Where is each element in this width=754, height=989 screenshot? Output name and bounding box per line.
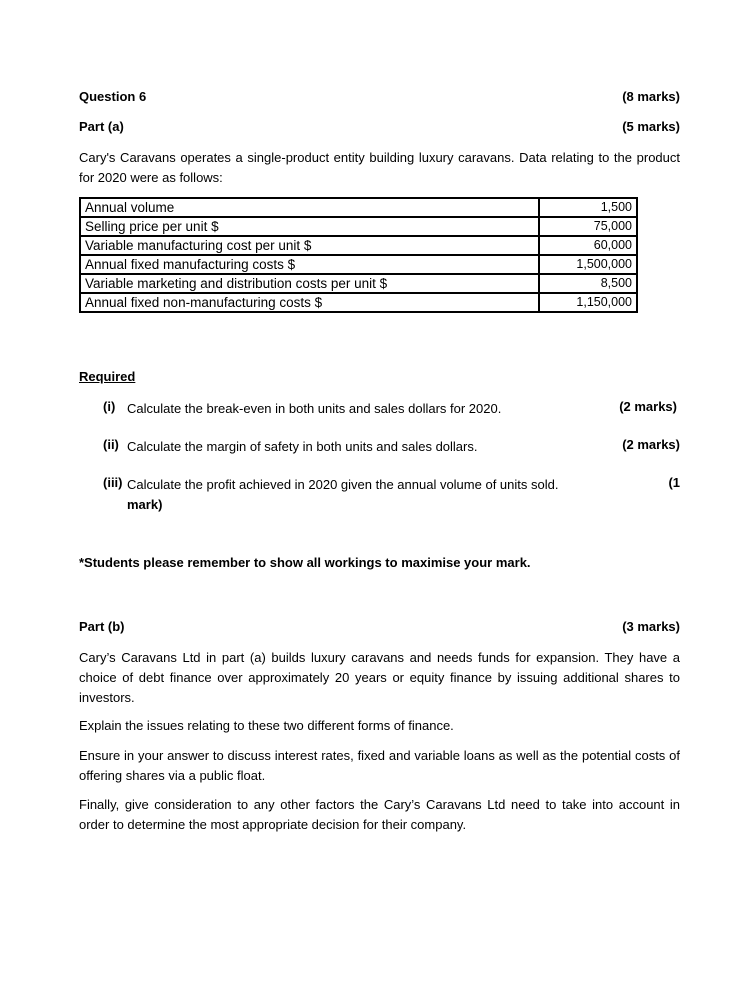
part-b-paragraph: Ensure in your answer to discuss interest rates, fixed and variable loans as well as the potential costs of offering shares via a public float. — [79, 748, 680, 783]
row-label: Annual fixed non-manufacturing costs $ — [80, 293, 539, 312]
item-number: (i) — [103, 399, 116, 414]
row-value: 1,500,000 — [539, 255, 637, 274]
row-value: 1,500 — [539, 198, 637, 217]
row-label: Annual fixed manufacturing costs $ — [80, 255, 539, 274]
item-marks: (1 — [668, 475, 680, 490]
part-a-header — [79, 119, 680, 134]
row-label: Selling price per unit $ — [80, 217, 539, 236]
table-row — [80, 236, 637, 255]
item-text: Calculate the profit achieved in 2020 given the annual volume of units sold. — [127, 477, 559, 492]
part-b-title: Part (b) — [79, 619, 125, 634]
table-row — [80, 198, 637, 217]
row-label: Variable manufacturing cost per unit $ — [80, 236, 539, 255]
row-value: 75,000 — [539, 217, 637, 236]
required-item — [103, 475, 680, 515]
part-a-title: Part (a) — [79, 119, 124, 134]
item-text: Calculate the break-even in both units and sales dollars for 2020. — [127, 401, 502, 416]
row-value: 60,000 — [539, 236, 637, 255]
table-row — [80, 255, 637, 274]
item-text-block — [127, 475, 668, 515]
row-value: 8,500 — [539, 274, 637, 293]
question-header — [79, 89, 680, 104]
part-b-paragraph: Explain the issues relating to these two different forms of finance. — [79, 718, 454, 733]
item-marks: (2 marks) — [619, 399, 677, 414]
part-a-marks: (5 marks) — [622, 119, 680, 134]
required-heading: Required — [79, 369, 136, 384]
table-row — [80, 217, 637, 236]
question-title: Question 6 — [79, 89, 147, 104]
part-a-intro: Cary's Caravans operates a single-product entity building luxury caravans. Data relating to the product for 2020 were as follows: — [79, 150, 680, 185]
row-label: Variable marketing and distribution costs per unit $ — [80, 274, 539, 293]
item-text: Calculate the margin of safety in both units and sales dollars. — [127, 439, 478, 454]
table-row — [80, 293, 637, 312]
item-number: (ii) — [103, 437, 119, 452]
item-number: (iii) — [103, 475, 123, 490]
row-label: Annual volume — [80, 198, 539, 217]
table-row — [80, 274, 637, 293]
part-b-paragraph: Cary’s Caravans Ltd in part (a) builds luxury caravans and needs funds for expansion. They have a choice of debt finance over approximately 20 years or equity finance by issuing additional shares to investors. — [79, 650, 680, 705]
item-marks: (2 marks) — [622, 437, 680, 452]
item-marks-continued: mark) — [127, 497, 163, 512]
required-item — [103, 437, 680, 457]
required-item — [103, 399, 680, 419]
question-marks: (8 marks) — [622, 89, 680, 104]
part-b-paragraph: Finally, give consideration to any other factors the Cary’s Caravans Ltd need to take into account in order to determine the most appropriate decision for their company. — [79, 797, 680, 832]
data-table — [79, 197, 638, 313]
workings-note: *Students please remember to show all workings to maximise your mark. — [79, 555, 531, 570]
part-b-header — [79, 619, 680, 634]
part-b-marks: (3 marks) — [622, 619, 680, 634]
row-value: 1,150,000 — [539, 293, 637, 312]
